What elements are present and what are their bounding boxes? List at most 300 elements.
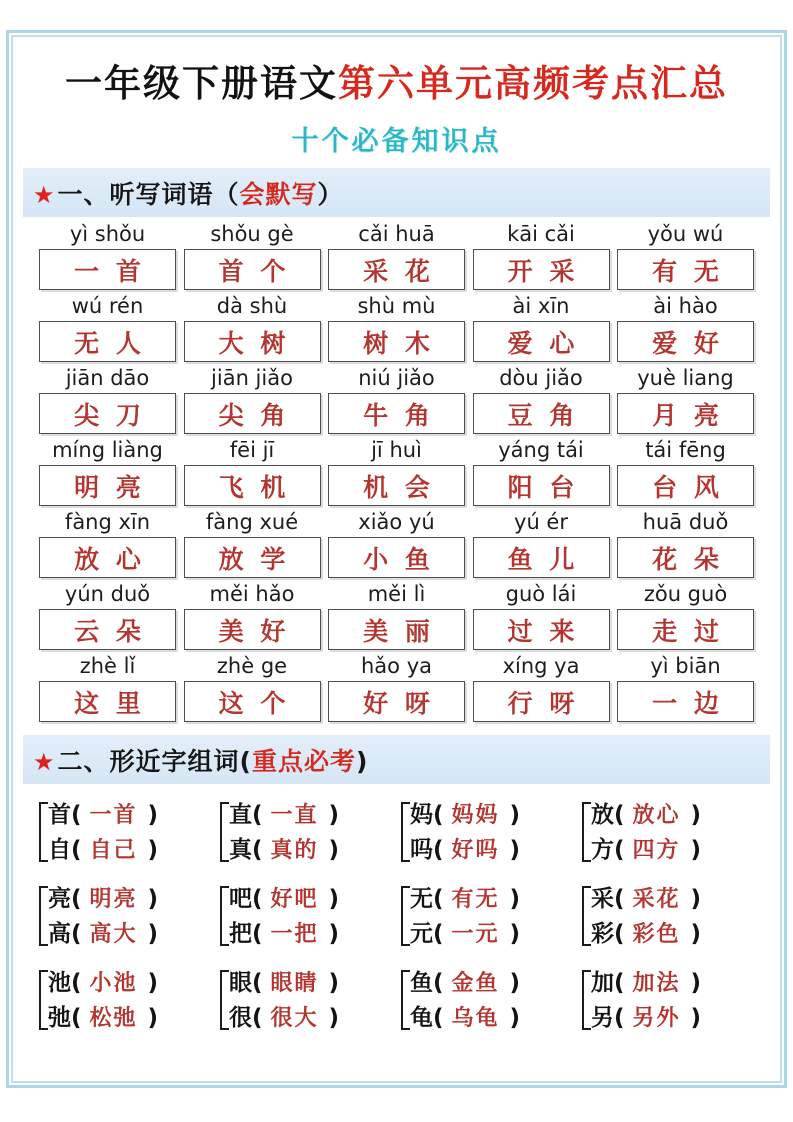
group-line <box>229 833 339 868</box>
section-2-header <box>23 735 770 784</box>
bracket-icon <box>39 886 48 946</box>
pinyin-label: guò lái <box>505 582 577 606</box>
pinyin-label: jī huì <box>371 438 422 462</box>
group-lines <box>591 798 701 868</box>
group-character: 妈 <box>410 802 433 828</box>
dictation-cell <box>39 293 176 362</box>
dictation-row <box>39 581 754 650</box>
dictation-cell <box>39 581 176 650</box>
paren-open: ( <box>614 802 625 828</box>
word-answer: 尖 刀 <box>74 400 145 430</box>
section-1-highlight: 会默写 <box>239 180 318 209</box>
dictation-cell <box>39 437 176 506</box>
group-line <box>48 966 158 1001</box>
dictation-cell <box>184 437 321 506</box>
page-border <box>6 30 787 1088</box>
paren-close: ) <box>690 921 702 947</box>
group-character: 直 <box>229 802 252 828</box>
similar-characters-grid <box>39 798 754 1077</box>
word-box <box>184 249 321 290</box>
group-pair <box>401 798 573 868</box>
group-line <box>48 917 158 952</box>
group-answer: 自己 <box>89 838 138 863</box>
bracket-icon <box>39 802 48 862</box>
word-box <box>39 393 176 434</box>
bracket-icon <box>582 886 591 946</box>
group-line <box>48 833 158 868</box>
group-answer: 好吧 <box>270 887 319 912</box>
group-line <box>591 833 701 868</box>
word-box <box>473 393 610 434</box>
word-answer: 豆 角 <box>507 400 579 430</box>
dictation-cell <box>617 365 754 434</box>
group-character: 自 <box>48 837 71 863</box>
paren-open: ( <box>252 886 263 912</box>
pinyin-label: zhè lǐ <box>79 654 136 678</box>
group-answer: 很大 <box>270 1006 319 1031</box>
paren-close: ) <box>147 970 159 996</box>
section-1-prefix: 一、听写词语（ <box>57 180 240 209</box>
dictation-cell <box>328 437 465 506</box>
group-line <box>229 1001 339 1036</box>
paren-close: ) <box>509 970 521 996</box>
word-box <box>473 321 610 362</box>
dictation-cell <box>617 437 754 506</box>
pinyin-label: yú ér <box>514 510 568 534</box>
word-answer: 尖 角 <box>218 400 290 430</box>
word-box <box>473 609 610 650</box>
group-answer: 有无 <box>451 887 500 912</box>
word-box <box>328 465 465 506</box>
paren-open: ( <box>433 921 444 947</box>
dictation-cell <box>473 365 610 434</box>
group-character: 首 <box>48 802 71 828</box>
page-subtitle: 十个必备知识点 <box>291 126 502 157</box>
group-lines <box>48 798 158 868</box>
group-character: 鱼 <box>410 970 433 996</box>
word-answer: 飞 机 <box>218 472 290 502</box>
pinyin-label: xíng ya <box>502 654 580 678</box>
paren-open: ( <box>71 921 82 947</box>
word-box <box>328 537 465 578</box>
group-line <box>229 798 339 833</box>
word-answer: 月 亮 <box>652 400 723 430</box>
dictation-cell <box>473 653 610 722</box>
dictation-cell <box>617 581 754 650</box>
dictation-cell <box>39 653 176 722</box>
paren-open: ( <box>252 921 263 947</box>
paren-close: ) <box>328 970 340 996</box>
group-pair <box>39 966 211 1036</box>
group-answer: 一直 <box>270 803 319 828</box>
pinyin-label: měi lì <box>367 582 426 606</box>
word-box <box>184 465 321 506</box>
group-character: 放 <box>591 802 614 828</box>
word-answer: 阳 台 <box>507 472 579 502</box>
group-line <box>410 1001 520 1036</box>
paren-open: ( <box>614 970 625 996</box>
group-row <box>39 882 754 952</box>
word-answer: 过 来 <box>507 616 579 646</box>
dictation-cell <box>473 437 610 506</box>
paren-open: ( <box>614 837 625 863</box>
group-pair <box>401 882 573 952</box>
group-answer: 妈妈 <box>451 803 500 828</box>
word-answer: 机 会 <box>363 472 434 502</box>
dictation-cell <box>617 509 754 578</box>
pinyin-label: jiān dāo <box>65 366 150 390</box>
word-box <box>617 537 754 578</box>
word-answer: 开 采 <box>507 256 579 286</box>
paren-close: ) <box>509 921 521 947</box>
word-answer: 放 学 <box>218 544 290 574</box>
word-box <box>184 321 321 362</box>
paren-open: ( <box>252 802 263 828</box>
pinyin-label: měi hǎo <box>209 582 295 606</box>
group-answer: 松弛 <box>89 1006 138 1031</box>
word-answer: 一 首 <box>74 256 145 286</box>
group-lines <box>410 882 520 952</box>
group-lines <box>591 966 701 1036</box>
group-character: 元 <box>410 921 433 947</box>
group-line <box>48 798 158 833</box>
pinyin-label: ài xīn <box>512 294 570 318</box>
word-answer: 树 木 <box>363 328 434 358</box>
paren-open: ( <box>71 970 82 996</box>
word-box <box>39 321 176 362</box>
paren-close: ) <box>328 837 340 863</box>
group-answer: 一首 <box>89 803 138 828</box>
pinyin-label: jiān jiǎo <box>211 366 293 390</box>
paren-open: ( <box>252 1005 263 1031</box>
pinyin-label: zhè ge <box>216 654 288 678</box>
group-character: 眼 <box>229 970 252 996</box>
bracket-icon <box>401 886 410 946</box>
group-line <box>410 798 520 833</box>
pinyin-label: fàng xué <box>205 510 299 534</box>
star-icon: ★ <box>33 181 56 209</box>
word-answer: 云 朵 <box>74 616 145 646</box>
paren-close: ) <box>690 970 702 996</box>
word-answer: 鱼 儿 <box>507 544 579 574</box>
group-answer: 另外 <box>632 1006 681 1031</box>
paren-open: ( <box>71 837 82 863</box>
word-box <box>473 537 610 578</box>
section-1-suffix: ） <box>317 180 344 209</box>
group-character: 池 <box>48 970 71 996</box>
group-answer: 放心 <box>632 803 681 828</box>
group-pair <box>220 798 392 868</box>
group-character: 采 <box>591 886 614 912</box>
paren-close: ) <box>147 886 159 912</box>
group-answer: 小池 <box>89 971 138 996</box>
group-answer: 四方 <box>632 838 681 863</box>
dictation-cell <box>328 653 465 722</box>
dictation-row <box>39 437 754 506</box>
paren-close: ) <box>328 802 340 828</box>
pinyin-label: cǎi huā <box>358 222 435 246</box>
dictation-cell <box>328 221 465 290</box>
group-pair <box>39 882 211 952</box>
word-box <box>184 681 321 722</box>
bracket-icon <box>39 970 48 1030</box>
group-line <box>229 882 339 917</box>
word-box <box>184 609 321 650</box>
paren-close: ) <box>147 802 159 828</box>
dictation-cell <box>184 509 321 578</box>
word-box <box>617 249 754 290</box>
dictation-cell <box>328 581 465 650</box>
word-box <box>617 321 754 362</box>
paren-close: ) <box>147 1005 159 1031</box>
word-box <box>39 465 176 506</box>
group-line <box>591 966 701 1001</box>
word-answer: 好 呀 <box>363 688 434 718</box>
paren-close: ) <box>328 886 340 912</box>
group-pair <box>582 882 754 952</box>
word-answer: 花 朵 <box>652 544 723 574</box>
group-lines <box>410 798 520 868</box>
word-answer: 采 花 <box>363 256 434 286</box>
group-pair <box>582 798 754 868</box>
group-row <box>39 966 754 1036</box>
title-black-part: 一年级下册语文 <box>65 62 338 105</box>
pinyin-label: zǒu guò <box>643 582 728 606</box>
pinyin-label: ài hào <box>653 294 718 318</box>
word-answer: 牛 角 <box>363 400 434 430</box>
section-2-suffix: ) <box>355 747 369 776</box>
group-lines <box>410 966 520 1036</box>
pinyin-label: wú rén <box>71 294 144 318</box>
paren-close: ) <box>509 1005 521 1031</box>
bracket-icon <box>401 970 410 1030</box>
pinyin-label: tái fēng <box>645 438 726 462</box>
dictation-row <box>39 365 754 434</box>
page-title <box>39 53 754 107</box>
word-box <box>617 681 754 722</box>
group-pair <box>220 882 392 952</box>
paren-open: ( <box>614 1005 625 1031</box>
word-answer: 这 个 <box>218 688 290 718</box>
pinyin-label: yáng tái <box>498 438 584 462</box>
word-box <box>39 609 176 650</box>
paren-open: ( <box>252 837 263 863</box>
dictation-cell <box>328 365 465 434</box>
dictation-row <box>39 509 754 578</box>
group-character: 另 <box>591 1005 614 1031</box>
paren-close: ) <box>147 837 159 863</box>
word-box <box>328 321 465 362</box>
group-answer: 金鱼 <box>451 971 500 996</box>
dictation-row <box>39 221 754 290</box>
paren-close: ) <box>328 1005 340 1031</box>
dictation-cell <box>473 221 610 290</box>
pinyin-label: yǒu wú <box>647 222 724 246</box>
dictation-row <box>39 293 754 362</box>
word-answer: 明 亮 <box>74 472 145 502</box>
word-answer: 无 人 <box>74 328 145 358</box>
dictation-cell <box>184 221 321 290</box>
group-line <box>591 917 701 952</box>
paren-close: ) <box>690 802 702 828</box>
paren-close: ) <box>509 837 521 863</box>
bracket-icon <box>582 970 591 1030</box>
group-lines <box>229 882 339 952</box>
word-box <box>328 681 465 722</box>
group-character: 吗 <box>410 837 433 863</box>
word-answer: 放 心 <box>74 544 145 574</box>
bracket-icon <box>401 802 410 862</box>
group-lines <box>48 966 158 1036</box>
paren-close: ) <box>690 1005 702 1031</box>
group-lines <box>229 798 339 868</box>
paren-open: ( <box>433 1005 444 1031</box>
group-line <box>591 1001 701 1036</box>
dictation-cell <box>328 293 465 362</box>
word-answer: 爱 心 <box>507 328 579 358</box>
paren-open: ( <box>433 970 444 996</box>
pinyin-label: fēi jī <box>229 438 275 462</box>
pinyin-label: dà shù <box>216 294 288 318</box>
group-answer: 眼睛 <box>270 971 319 996</box>
word-box <box>39 681 176 722</box>
group-line <box>410 882 520 917</box>
pinyin-label: hǎo ya <box>361 654 432 678</box>
group-answer: 彩色 <box>632 922 681 947</box>
dictation-cell <box>617 221 754 290</box>
group-character: 很 <box>229 1005 252 1031</box>
group-character: 亮 <box>48 886 71 912</box>
group-line <box>410 966 520 1001</box>
word-box <box>617 465 754 506</box>
dictation-cell <box>328 509 465 578</box>
section-2-prefix: 二、形近字组词( <box>57 747 252 776</box>
dictation-cell <box>184 365 321 434</box>
group-line <box>48 882 158 917</box>
paren-close: ) <box>690 837 702 863</box>
paren-open: ( <box>433 837 444 863</box>
group-character: 高 <box>48 921 71 947</box>
paren-close: ) <box>690 886 702 912</box>
word-answer: 走 过 <box>652 616 723 646</box>
word-answer: 这 里 <box>74 688 145 718</box>
pinyin-label: xiǎo yú <box>358 510 435 534</box>
paren-open: ( <box>614 921 625 947</box>
dictation-cell <box>39 365 176 434</box>
pinyin-label: shù mù <box>357 294 436 318</box>
paren-open: ( <box>71 886 82 912</box>
paren-open: ( <box>71 1005 82 1031</box>
group-answer: 好吗 <box>451 838 500 863</box>
word-box <box>39 537 176 578</box>
dictation-cell <box>617 653 754 722</box>
paren-close: ) <box>509 886 521 912</box>
dictation-cell <box>184 581 321 650</box>
bracket-icon <box>582 802 591 862</box>
dictation-cell <box>617 293 754 362</box>
pinyin-label: míng liàng <box>52 438 163 462</box>
dictation-cell <box>473 293 610 362</box>
group-pair <box>401 966 573 1036</box>
group-pair <box>220 966 392 1036</box>
word-answer: 小 鱼 <box>363 544 434 574</box>
pinyin-label: shǒu gè <box>210 222 294 246</box>
group-character: 弛 <box>48 1005 71 1031</box>
group-character: 吧 <box>229 886 252 912</box>
bracket-icon <box>220 802 229 862</box>
section-2-highlight: 重点必考 <box>251 747 356 776</box>
group-character: 龟 <box>410 1005 433 1031</box>
group-character: 把 <box>229 921 252 947</box>
paren-close: ) <box>147 921 159 947</box>
paren-close: ) <box>328 921 340 947</box>
group-answer: 采花 <box>632 887 681 912</box>
dictation-row <box>39 653 754 722</box>
pinyin-label: kāi cǎi <box>507 222 575 246</box>
paren-open: ( <box>252 970 263 996</box>
group-pair <box>39 798 211 868</box>
group-line <box>48 1001 158 1036</box>
group-answer: 加法 <box>632 971 681 996</box>
group-answer: 高大 <box>89 922 138 947</box>
bracket-icon <box>220 886 229 946</box>
word-box <box>473 249 610 290</box>
group-character: 方 <box>591 837 614 863</box>
star-icon: ★ <box>33 748 56 776</box>
group-answer: 真的 <box>270 838 319 863</box>
group-character: 彩 <box>591 921 614 947</box>
group-lines <box>48 882 158 952</box>
word-box <box>184 393 321 434</box>
word-answer: 一 边 <box>652 688 723 718</box>
group-character: 加 <box>591 970 614 996</box>
paren-close: ) <box>509 802 521 828</box>
dictation-cell <box>39 509 176 578</box>
group-row <box>39 798 754 868</box>
group-line <box>591 798 701 833</box>
dictation-cell <box>184 293 321 362</box>
dictation-cell <box>184 653 321 722</box>
group-character: 无 <box>410 886 433 912</box>
word-box <box>39 249 176 290</box>
word-answer: 有 无 <box>652 256 723 286</box>
dictation-cell <box>473 581 610 650</box>
group-line <box>591 882 701 917</box>
dictation-grid <box>39 221 754 725</box>
paren-open: ( <box>614 886 625 912</box>
section-1-header <box>23 168 770 217</box>
word-answer: 行 呀 <box>507 688 579 718</box>
pinyin-label: huā duǒ <box>642 510 729 534</box>
word-answer: 美 丽 <box>363 616 434 646</box>
group-line <box>410 917 520 952</box>
title-red-part: 第六单元高频考点汇总 <box>338 62 728 105</box>
pinyin-label: dòu jiǎo <box>499 366 583 390</box>
pinyin-label: yì shǒu <box>69 222 146 246</box>
word-box <box>617 609 754 650</box>
group-lines <box>591 882 701 952</box>
word-box <box>328 609 465 650</box>
group-line <box>410 833 520 868</box>
group-pair <box>582 966 754 1036</box>
paren-open: ( <box>433 802 444 828</box>
paren-open: ( <box>71 802 82 828</box>
word-box <box>328 249 465 290</box>
group-answer: 一元 <box>451 922 500 947</box>
paren-open: ( <box>433 886 444 912</box>
group-line <box>229 917 339 952</box>
word-box <box>328 393 465 434</box>
